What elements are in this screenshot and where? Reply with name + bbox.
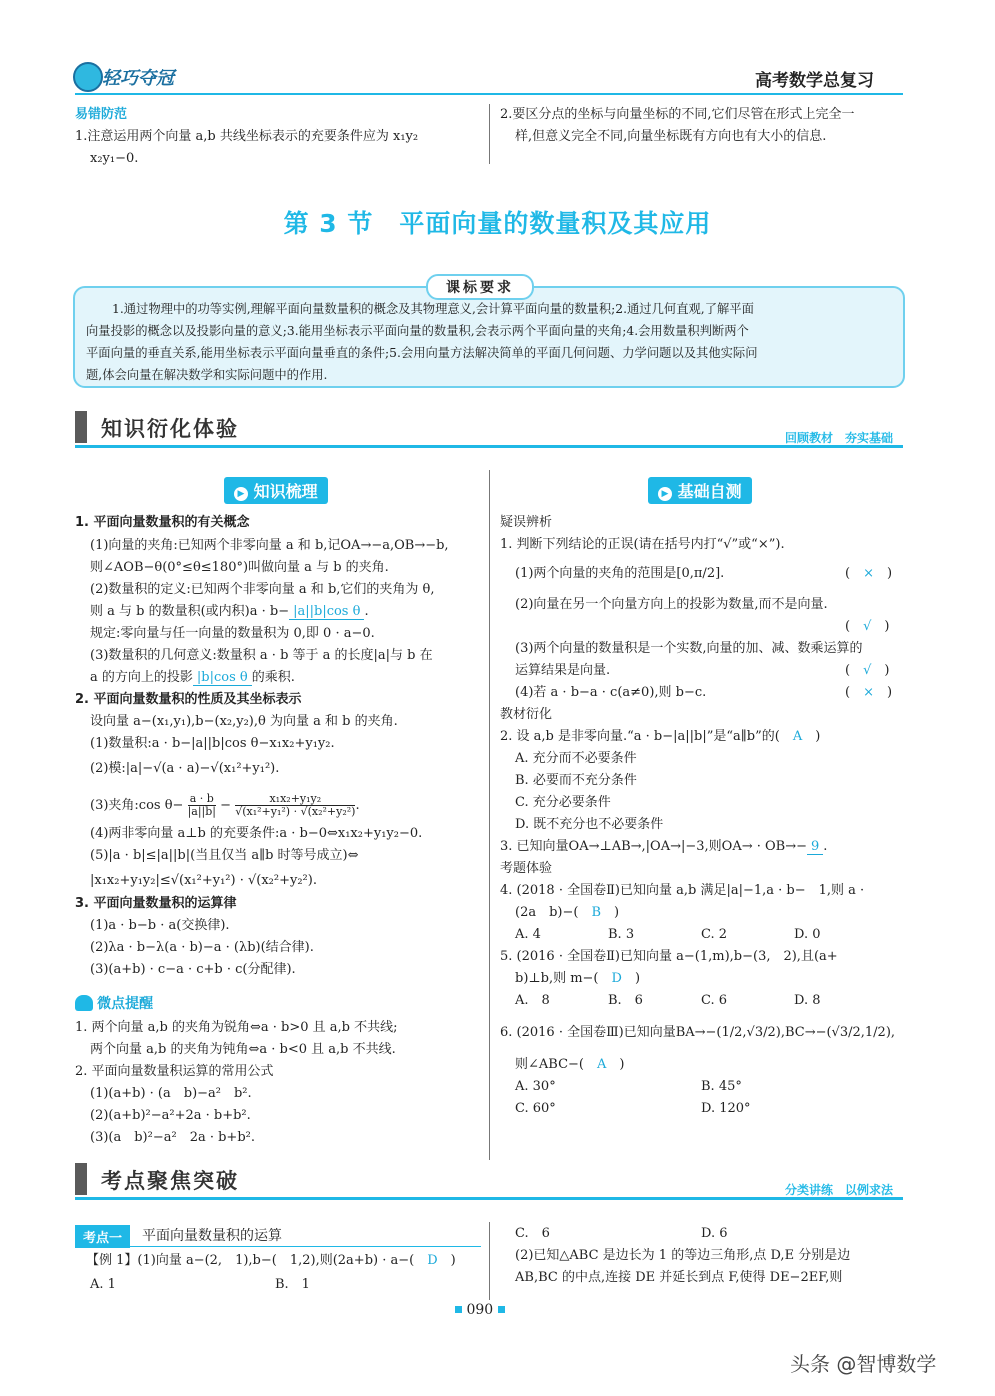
pill-label: 基础自测: [677, 482, 742, 501]
text-line: (2)模:|a|−√(a · a)−√(x₁²+y₁²).: [90, 761, 280, 776]
option: A. 1: [90, 1277, 116, 1292]
text-line: 2. 平面向量数量积运算的常用公式: [75, 1064, 274, 1079]
error-title: 易错防范: [75, 107, 128, 122]
band-marker: [75, 411, 87, 443]
denominator: √(x₁²+y₁²) · √(x₂²+y₂²): [235, 805, 356, 818]
option: D. 120°: [701, 1101, 751, 1116]
question: 5. (2016 · 全国卷Ⅱ)已知向量 a−(1,m),b−(3, 2),且(a+: [500, 949, 838, 964]
column-divider: [489, 470, 490, 1160]
text: a 的方向上的投影: [90, 670, 193, 685]
logo-icon: [73, 62, 103, 92]
fraction: [188, 793, 216, 818]
text: 【例 1】(1)向量 a−(2, 1),b−( 1,2),则(2a+b) · a−(: [86, 1253, 415, 1268]
option: B. 3: [608, 927, 635, 942]
tip-header: [75, 993, 153, 1013]
section-band-focus: [75, 1163, 903, 1195]
text-line: 1. 两个向量 a,b 的夹角为锐角⇔a · b>0 且 a,b 不共线;: [75, 1020, 398, 1035]
page-number-text: 090: [466, 1302, 494, 1318]
answer: D: [611, 971, 622, 986]
text-line: (1)数量积:a · b−|a||b|cos θ−x₁x₂+y₁y₂.: [90, 736, 335, 751]
text: (3)夹角:cos θ−: [90, 798, 184, 813]
option: D. 既不充分也不必要条件: [515, 817, 664, 832]
option: A. 8: [515, 993, 550, 1008]
curriculum-line: 1.通过物理中的功等实例,理解平面向量数量积的概念及其物理意义,会计算平面向量的数量积;2.通过几何直观,了解平面: [112, 302, 754, 316]
text-line: (1)(a+b) · (a b)−a² b².: [90, 1086, 252, 1101]
band-subtitle: 分类讲练 以例求法: [784, 1183, 893, 1197]
question: 3. 已知向量OA→⊥AB→,|OA→|−3,则OA→ · OB→− 9 .: [500, 839, 828, 854]
watermark: 头条 @智博数学: [790, 1352, 937, 1376]
question: 1. 判断下列结论的正误(请在括号内打“√”或“×”).: [500, 537, 785, 552]
play-icon: ▶: [234, 487, 248, 501]
text-line: (4)两非零向量 a⊥b 的充要条件:a · b−0⇔x₁x₂+y₁y₂−0.: [90, 826, 423, 841]
heading: 3. 平面向量数量积的运算律: [75, 896, 237, 911]
example-question: 【例 1】(1)向量 a−(2, 1),b−( 1,2),则(2a+b) · a−( D ): [86, 1253, 456, 1268]
text-line: (3)(a b)²−a² 2a · b+b².: [90, 1130, 255, 1145]
denominator: |a||b|: [187, 805, 217, 818]
option: A. 充分而不必要条件: [515, 751, 637, 766]
band-title: 知识衍化体验: [101, 417, 239, 441]
option: B. 6: [608, 993, 643, 1008]
text: (2a b)−(: [515, 905, 579, 920]
answer: √: [863, 663, 872, 678]
answer: ×: [863, 685, 874, 700]
option: D. 8: [794, 993, 821, 1008]
text: 则 a 与 b 的数量积(或内积)a · b−: [90, 604, 290, 619]
text-line: (3)夹角:cos θ− $\frac{a \cdot b}{|a||b|}$ − $\frac{\text{x₁x₂+y₁y₂}}{\text{√(x₁²+y₁²) · √(x₂²+y₂²)}}$ .: [90, 792, 360, 818]
text-line: [90, 603, 369, 621]
text-line: (2)(a+b)²−a²+2a · b+b².: [90, 1108, 251, 1123]
header-rule: [75, 93, 903, 95]
curriculum-label: 课标要求: [426, 274, 534, 300]
subheading: 考题体验: [500, 861, 553, 876]
text: b)⊥b,则 m−(: [515, 971, 599, 986]
question-item: (1)两个向量的夹角的范围是[0,π/2].: [515, 566, 725, 581]
option: C. 6: [515, 1226, 550, 1241]
option: C. 2: [701, 927, 728, 942]
answer: ×: [863, 566, 874, 581]
answer: D: [427, 1253, 438, 1268]
answer-bracket: ( √ ): [845, 663, 890, 678]
answer: A: [597, 1057, 607, 1072]
subheading: 教材衍化: [500, 707, 553, 722]
text-line: 规定:零向量与任一向量的数量积为 0,即 0 · a−0.: [90, 626, 375, 641]
question-cont: (2a b)−( B ): [515, 905, 620, 920]
text-line: (5)|a · b|≤|a||b|(当且仅当 a∥b 时等号成立)⇔: [90, 848, 359, 863]
question: 2. 设 a,b 是非零向量.“a · b−|a||b|”是“a∥b”的( A ): [500, 729, 821, 744]
curriculum-line: 题,体会向量在解决数学和实际问题中的作用.: [86, 368, 328, 382]
curriculum-line: 平面向量的垂直关系,能用坐标表示平面向量垂直的条件;5.会用向量方法解决简单的平面几何问题、力学问题以及其他实际问: [86, 346, 758, 360]
question-cont: b)⊥b,则 m−( D ): [515, 971, 641, 986]
text-line: [90, 669, 295, 687]
numerator: x₁x₂+y₁y₂: [235, 793, 355, 806]
chapter-title: 第 3 节 平面向量的数量积及其应用: [283, 209, 712, 238]
page-number: [455, 1302, 505, 1318]
topic-rule: [75, 1246, 481, 1247]
column-divider: [489, 1222, 490, 1300]
play-icon: ▶: [658, 487, 672, 501]
band-rule: [75, 445, 903, 448]
band-marker: [75, 1163, 87, 1195]
option: D. 0: [794, 927, 821, 942]
answer: |b|cos θ: [193, 670, 252, 686]
pill-label: 知识梳理: [253, 482, 318, 501]
numerator: a · b: [188, 793, 216, 806]
question-item: 运算结果是向量.: [515, 663, 611, 678]
band-title: 考点聚焦突破: [101, 1169, 239, 1193]
answer: B: [591, 905, 602, 920]
text-line: (2)λa · b−λ(a · b)−a · (λb)(结合律).: [90, 940, 314, 955]
column-divider: [489, 104, 490, 164]
band-rule: [75, 1197, 903, 1200]
text-line: (3)数量积的几何意义:数量积 a · b 等于 a 的长度|a|与 b 在: [90, 648, 433, 663]
heading: 2. 平面向量数量积的性质及其坐标表示: [75, 692, 302, 707]
subheading: 疑误辨析: [500, 515, 553, 530]
text-line: (1)向量的夹角:已知两个非零向量 a 和 b,记OA→−a,OB→−b,: [90, 538, 449, 553]
answer-bracket: ( × ): [845, 566, 893, 581]
question: 4. (2018 · 全国卷Ⅱ)已知向量 a,b 满足|a|−1,a · b− 1,则 a ·: [500, 883, 865, 898]
answer: A: [792, 729, 803, 744]
band-subtitle: 回顾教材 夯实基础: [784, 431, 893, 445]
option: D. 6: [701, 1226, 728, 1241]
square-icon: [498, 1306, 505, 1313]
text-line: 则∠AOB−θ(0°≤θ≤180°)叫做向量 a 与 b 的夹角.: [90, 560, 389, 575]
answer-bracket: ( × ): [845, 685, 893, 700]
error-item-1: 1.注意运用两个向量 a,b 共线坐标表示的充要条件应为 x₁y₂: [75, 129, 419, 144]
answer-bracket: ( √ ): [845, 619, 890, 634]
fraction: [235, 793, 355, 818]
header-right-title: 高考数学总复习: [755, 71, 874, 91]
text: 3. 已知向量OA→⊥AB→,|OA→|−3,则OA→ · OB→−: [500, 839, 807, 854]
question: 6. (2016 · 全国卷Ⅲ)已知向量BA→−(1/2,√3/2),BC→−(√3/2,1/2),: [500, 1025, 896, 1040]
error-item-2-cont: 样,但意义完全不同,向量坐标既有方向也有大小的信息.: [515, 129, 827, 144]
answer: √: [863, 619, 872, 634]
question-item: (2)向量在另一个向量方向上的投影为数量,而不是向量.: [515, 597, 828, 612]
tip-title: 微点提醒: [97, 996, 154, 1012]
person-icon: [75, 995, 93, 1011]
pill-knowledge: [224, 477, 328, 504]
section-band-knowledge: [75, 411, 903, 443]
text-line: 设向量 a−(x₁,y₁),b−(x₂,y₂),θ 为向量 a 和 b 的夹角.: [90, 714, 398, 729]
logo-text: 轻巧夺冠: [102, 68, 174, 89]
topic-tag: 考点一: [75, 1225, 130, 1248]
curriculum-line: 向量投影的概念以及投影向量的意义;3.能用坐标表示平面向量的数量积,会表示两个平面向量的夹角;4.会用数量积判断两个: [86, 324, 749, 338]
text-line: 两个向量 a,b 的夹角为钝角⇔a · b<0 且 a,b 不共线.: [90, 1042, 396, 1057]
option: A. 4: [515, 927, 541, 942]
text-line: (2)已知△ABC 是边长为 1 的等边三角形,点 D,E 分别是边: [515, 1248, 851, 1263]
answer: 9: [807, 839, 823, 855]
text: 2. 设 a,b 是非零向量.“a · b−|a||b|”是“a∥b”的(: [500, 729, 780, 744]
square-icon: [455, 1306, 462, 1313]
option: C. 充分必要条件: [515, 795, 611, 810]
option: C. 6: [701, 993, 728, 1008]
text-line: AB,BC 的中点,连接 DE 并延长到点 F,使得 DE−2EF,则: [515, 1270, 843, 1285]
text-line: (3)(a+b) · c−a · c+b · c(分配律).: [90, 962, 296, 977]
option: C. 60°: [515, 1101, 556, 1116]
question-item: (3)两个向量的数量积是一个实数,向量的加、减、数乘运算的: [515, 641, 863, 656]
topic-title: 平面向量数量积的运算: [142, 1228, 282, 1244]
text: .: [364, 604, 369, 619]
option: B. 45°: [701, 1079, 742, 1094]
text: 的乘积.: [251, 670, 295, 685]
text-line: (2)数量积的定义:已知两个非零向量 a 和 b,它们的夹角为 θ,: [90, 582, 435, 597]
question-cont: 则∠ABC−( A ): [515, 1057, 625, 1072]
question-item: (4)若 a · b−a · c(a≠0),则 b−c.: [515, 685, 707, 700]
pill-self-test: [648, 477, 752, 504]
answer: |a||b|cos θ: [289, 604, 364, 620]
text-line: (1)a · b−b · a(交换律).: [90, 918, 230, 933]
error-item-2: 2.要区分点的坐标与向量坐标的不同,它们尽管在形式上完全一: [500, 107, 855, 122]
heading: 1. 平面向量数量积的有关概念: [75, 515, 250, 530]
option: B. 必要而不充分条件: [515, 773, 637, 788]
text: 则∠ABC−(: [515, 1057, 584, 1072]
option: A. 30°: [515, 1079, 556, 1094]
text-line: |x₁x₂+y₁y₂|≤√(x₁²+y₁²) · √(x₂²+y₂²).: [90, 873, 317, 888]
error-item-1-cont: x₂y₁−0.: [90, 151, 139, 166]
option: B. 1: [275, 1277, 310, 1292]
